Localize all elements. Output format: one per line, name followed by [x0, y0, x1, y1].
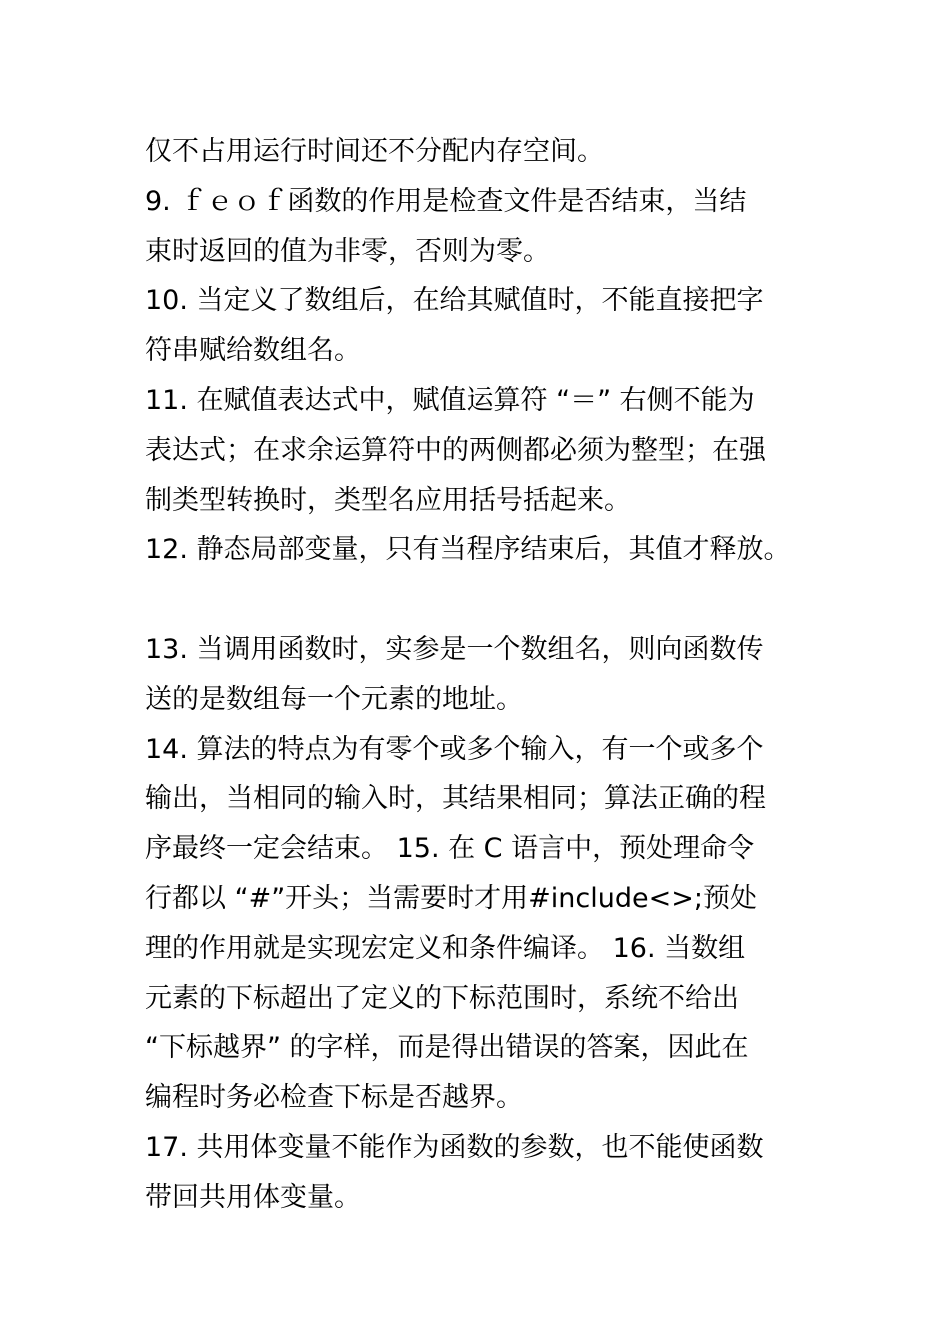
- text-line: 制类型转换时，类型名应用括号括起来。: [145, 484, 631, 516]
- text-line: 仅不占用运行时间还不分配内存空间。: [145, 136, 604, 167]
- text-line: 11. 在赋值表达式中，赋值运算符 “＝” 右侧不能为: [145, 384, 755, 416]
- text-line: 符串赋给数组名。: [145, 335, 361, 367]
- text-line: 理的作用就是实现宏定义和条件编译。 16. 当数组: [145, 932, 746, 964]
- text-line: 10. 当定义了数组后，在给其赋值时，不能直接把字: [145, 285, 764, 317]
- blank-line: [145, 575, 825, 625]
- text-line: 元素的下标超出了定义的下标范围时，系统不给出: [145, 982, 739, 1014]
- text-line: 编程时务必检查下标是否越界。: [145, 1082, 523, 1114]
- text-line: 带回共用体变量。: [145, 1181, 361, 1213]
- document-body: [145, 127, 825, 1223]
- text-line: 序最终一定会结束。 15. 在 C 语言中，预处理命令: [145, 833, 755, 865]
- text-line: 行都以 “#”开头；当需要时才用#include<>;预处: [145, 882, 757, 914]
- text-line: 12. 静态局部变量，只有当程序结束后，其值才释放。: [145, 534, 791, 566]
- text-line: “下标越界” 的字样，而是得出错误的答案，因此在: [145, 1032, 749, 1064]
- text-line: 输出，当相同的输入时，其结果相同；算法正确的程: [145, 783, 766, 815]
- text-line: 送的是数组每一个元素的地址。: [145, 683, 523, 715]
- text-line: 9. ｆｅｏｆ函数的作用是检查文件是否结束，当结: [145, 185, 747, 217]
- text-line: 17. 共用体变量不能作为函数的参数，也不能使函数: [145, 1131, 764, 1163]
- text-line: 13. 当调用函数时，实参是一个数组名，则向函数传: [145, 633, 764, 665]
- text-line: 表达式；在求余运算符中的两侧都必须为整型；在强: [145, 434, 766, 466]
- text-line: 束时返回的值为非零，否则为零。: [145, 235, 550, 267]
- text-line: 14. 算法的特点为有零个或多个输入，有一个或多个: [145, 733, 764, 765]
